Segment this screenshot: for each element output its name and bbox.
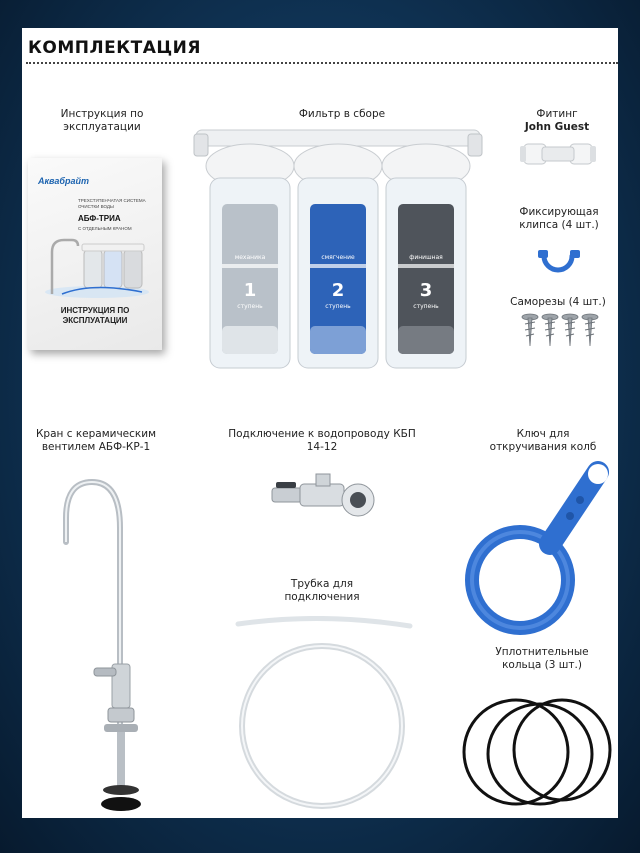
manual-brand: Аквабрайт	[38, 176, 89, 186]
screws-label: Саморезы (4 шт.)	[510, 296, 606, 308]
screws-image	[518, 312, 608, 348]
tube-label: Трубка для подключения	[284, 578, 360, 603]
faucet-image	[42, 468, 172, 816]
stage-2-number: 2	[331, 280, 345, 301]
connector-label: Подключение к водопроводу КБП 14-12	[228, 428, 416, 453]
manual-subtitle-2: С ОТДЕЛЬНЫМ КРАНОМ	[78, 226, 132, 231]
stage-3-name: финишная	[409, 254, 443, 261]
fitting-label-line1: Фитинг	[536, 108, 578, 120]
wrench-label: Ключ для откручивания колб	[489, 428, 597, 453]
wrench-image	[458, 460, 618, 640]
contents-sheet	[22, 28, 618, 818]
stage-3-number: 3	[419, 280, 433, 301]
fitting-label-line2: John Guest	[524, 121, 590, 133]
manual-label: Инструкция по эксплуатации	[60, 108, 144, 133]
o-rings-image	[458, 684, 618, 814]
manual-booklet-image	[28, 158, 162, 350]
fitting-label	[502, 108, 612, 134]
rings-label: Уплотнительные кольца (3 шт.)	[495, 646, 589, 671]
manual-model: АБФ-ТРИА	[78, 214, 121, 223]
stage-2-name: смягчение	[321, 254, 355, 261]
manual-subtitle: ТРЕХСТУПЕНЧАТАЯ СИСТЕМА ОЧИСТКИ ВОДЫ	[78, 198, 146, 209]
stage-1-number: 1	[243, 280, 257, 301]
fitting-image	[518, 134, 598, 174]
connector-image	[266, 464, 386, 530]
faucet-label: Кран с керамическим вентилем АБФ-КР-1	[35, 428, 157, 453]
clip-label: Фиксирующая клипса (4 шт.)	[519, 206, 599, 231]
title-divider	[26, 62, 618, 64]
stage-2-word: ступень	[325, 303, 351, 310]
stage-1-word: ступень	[237, 303, 263, 310]
clip-image	[534, 238, 584, 278]
stage-1-name: механика	[234, 254, 266, 261]
manual-doc-title: ИНСТРУКЦИЯ ПО ЭКСПЛУАТАЦИИ	[60, 306, 130, 325]
tube-image	[222, 616, 422, 816]
stage-3-word: ступень	[413, 303, 439, 310]
filter-assembly-image	[190, 124, 486, 374]
page-title: КОМПЛЕКТАЦИЯ	[28, 38, 201, 58]
manual-cover-picture	[42, 234, 152, 300]
filter-label: Фильтр в сборе	[298, 108, 386, 120]
